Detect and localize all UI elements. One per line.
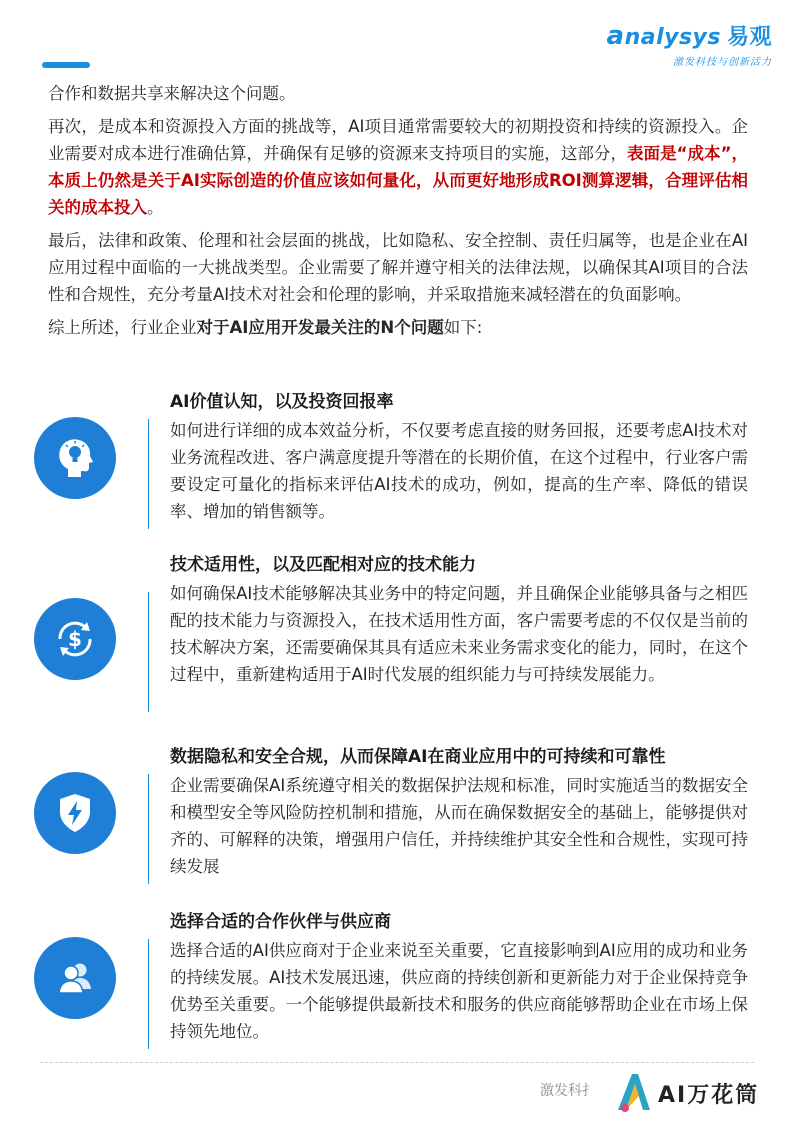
brand-name: AI万花筒: [658, 1083, 760, 1108]
logo-main: [607, 20, 772, 51]
item-title: 选择合适的合作伙伴与供应商: [170, 912, 391, 932]
body-text: [48, 80, 748, 347]
footer-divider: [40, 1062, 754, 1063]
paragraph-1: 合作和数据共享来解决这个问题。: [48, 84, 296, 103]
paragraph-4-text: 综上所述，行业企业: [48, 318, 197, 337]
paragraph-4-bold: 对于AI应用开发最关注的N个问题: [196, 318, 444, 337]
svg-text:$: $: [68, 627, 82, 651]
head-lightbulb-icon: [34, 417, 116, 499]
footer-text: 激发科扌: [540, 1083, 596, 1099]
item-description: 选择合适的AI供应商对于企业来说至关重要，它直接影响到AI应用的成功和业务的持续发展。AI技术发展迅速，供应商的持续创新和更新能力对于企业保持竞争优势至关重要。一个能够提供最新技术和服务的供应商能够帮助企业在市场上保持领先地位。: [170, 941, 748, 1041]
logo-letter: a: [606, 21, 625, 51]
item-description: 如何进行详细的成本效益分析，不仅要考虑直接的财务回报，还要考虑AI技术对业务流程改进、客户满意度提升等潜在的长期价值，在这个过程中，行业客户需要设定可量化的指标来评估AI技术的成功，例如，提高的生产率、降低的错误率、增加的销售额等。: [170, 421, 748, 521]
ai-wanhuatong-logo: [612, 1066, 782, 1116]
paragraph-2: [48, 113, 748, 221]
item-title: AI价值认知，以及投资回报率: [170, 392, 394, 412]
shield-bolt-icon: [34, 772, 116, 854]
paragraph-2-text: 再次，是成本和资源投入方面的挑战等，AI项目通常需要较大的初期投资和持续的资源投入。企业需要对成本进行准确估算，并确保有足够的资源来支持项目的实施，这部分，: [48, 117, 748, 163]
paragraph-4-end: 如下:: [443, 318, 483, 337]
accent-bar: [42, 62, 90, 68]
item-description: 企业需要确保AI系统遵守相关的数据保护法规和标准，同时实施适当的数据安全和模型安全等风险防控机制和措施，从而在确保数据安全的基础上，能够提供对齐的、可解释的决策，增强用户信任，并持续维护其安全性和合规性，实现可持续发展: [170, 776, 748, 876]
paragraph-2-end: 。: [147, 198, 164, 217]
logo-text: nalysys: [624, 25, 721, 50]
paragraph-3: 最后，法律和政策、伦理和社会层面的挑战，比如隐私、安全控制、责任归属等，也是企业在AI应用过程中面临的一大挑战类型。企业需要了解并遵守相关的法律法规，以确保其AI项目的合法性和合规性，充分考量AI技术对社会和伦理的影响，并采取措施来减轻潜在的负面影响。: [48, 231, 748, 304]
paragraph-4: [48, 314, 748, 341]
dollar-cycle-icon: [34, 598, 116, 680]
item-title: 技术适用性，以及匹配相对应的技术能力: [170, 555, 476, 575]
divider-line: [148, 939, 149, 1049]
analysys-logo: [607, 20, 772, 68]
divider-line: [148, 592, 149, 712]
item-title: 数据隐私和安全合规，从而保障AI在商业应用中的可持续和可靠性: [170, 747, 666, 767]
logo-cn: 易观: [726, 25, 772, 50]
users-icon: [34, 937, 116, 1019]
paragraph-2-highlight: 表面是“成本”，本质上仍然是关于AI实际创造的价值应该如何量化，从而更好地形成ROI测算逻辑，合理评估相关的成本投入: [48, 144, 748, 217]
logo-tagline: 激发科技与创新活力: [673, 57, 772, 68]
item-description: 如何确保AI技术能够解决其业务中的特定问题，并且确保企业能够具备与之相匹配的技术能力与资源投入，在技术适用性方面，客户需要考虑的不仅仅是当前的技术解决方案，还需要确保其具有适应未来业务需求变化的能力，同时，在这个过程中，重新建构适用于AI时代发展的组织能力与可持续发展能力。: [170, 584, 748, 684]
divider-line: [148, 774, 149, 884]
divider-line: [148, 419, 149, 529]
